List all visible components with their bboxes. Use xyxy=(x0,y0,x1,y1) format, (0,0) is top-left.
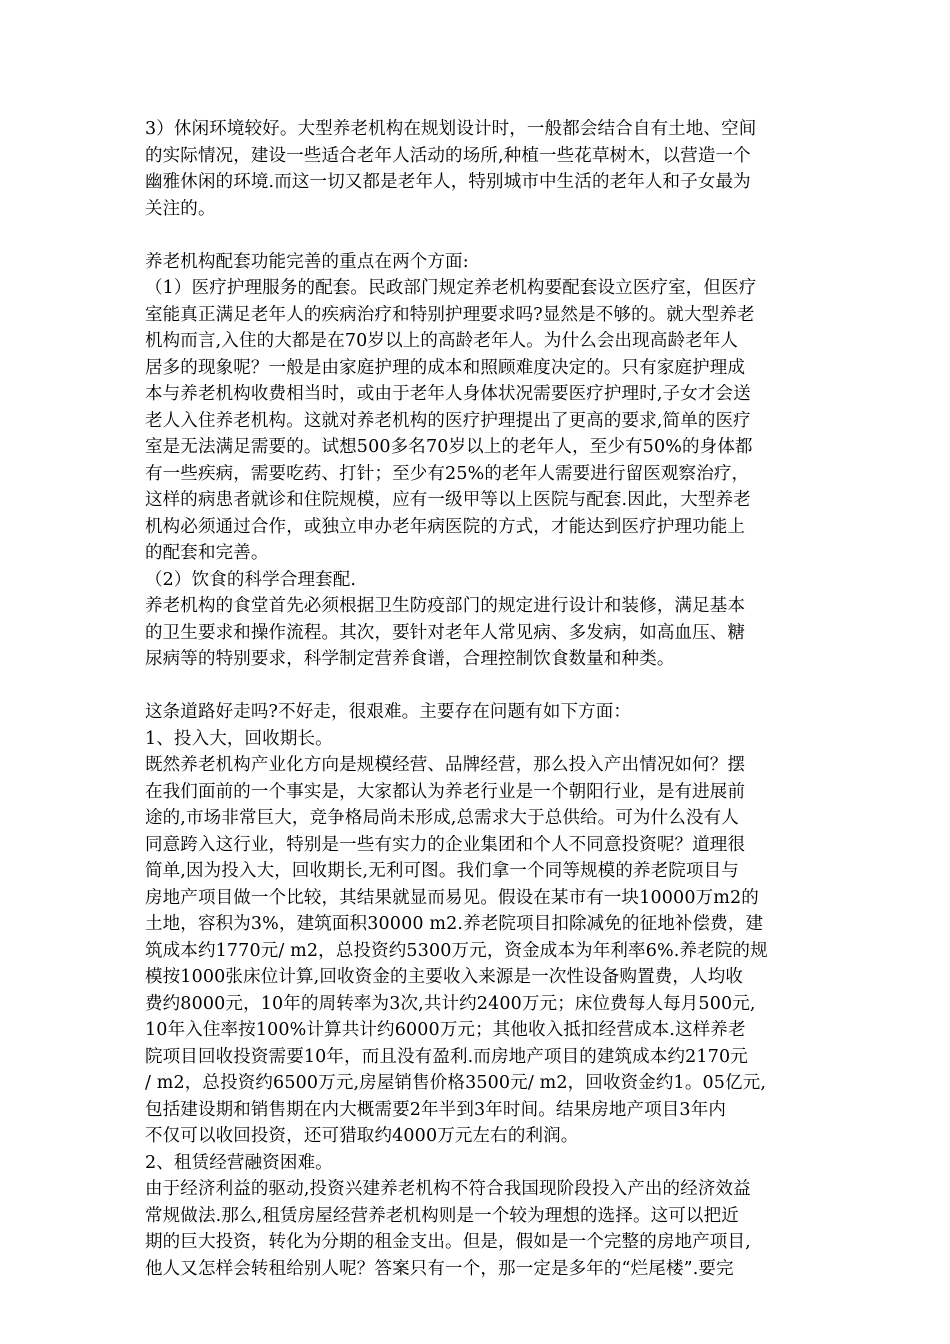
text-line: 本与养老机构收费相当时，或由于老年人身体状况需要医疗护理时,子女才会送 xyxy=(145,384,751,404)
text-line: 3）休闲环境较好。大型养老机构在规划设计时，一般都会结合自有土地、空间 xyxy=(145,119,757,139)
text-line: 室是无法满足需要的。试想500多名70岁以上的老年人，至少有50%的身体都 xyxy=(145,437,753,457)
text-line: 不仅可以收回投资，还可猎取约4000万元左右的利润。 xyxy=(145,1126,579,1146)
text-line: 在我们面前的一个事实是，大家都认为养老行业是一个朝阳行业，是有进展前 xyxy=(145,781,746,802)
text-line: （2）饮食的科学合理套配. xyxy=(145,569,357,590)
text-line: 费约8000元，10年的周转率为3次,共计约2400万元；床位费每人每月500元, xyxy=(145,993,756,1014)
text-line: / m2，总投资约6500万元,房屋销售价格3500元/ m2，回收资金约1。05亿元, xyxy=(145,1073,767,1093)
text-line: 10年入住率按100%计算共计约6000万元；其他收入抵扣经营成本.这样养老 xyxy=(145,1020,746,1040)
text-line: 有一些疾病，需要吃药、打针；至少有25%的老年人需要进行留医观察治疗， xyxy=(145,463,750,484)
text-line: 院项目回收投资需要10年，而且没有盈利.而房地产项目的建筑成本约2170元 xyxy=(145,1046,748,1067)
text-line: 机构必须通过合作，或独立申办老年病医院的方式，才能达到医疗护理功能上 xyxy=(145,516,746,537)
text-line: 筑成本约1770元/ m2，总投资约5300万元，资金成本为年利率6%.养老院的规 xyxy=(145,940,768,961)
text-line: 途的,市场非常巨大，竞争格局尚未形成,总需求大于总供给。可为什么没有人 xyxy=(145,808,739,828)
blank-line xyxy=(145,673,817,700)
text-line: 养老机构的食堂首先必须根据卫生防疫部门的规定进行设计和装修，满足基本 xyxy=(145,596,746,616)
text-line: 由于经济利益的驱动,投资兴建养老机构不符合我国现阶段投入产出的经济效益 xyxy=(145,1179,751,1199)
text-line: 尿病等的特别要求，科学制定营养食谱，合理控制饮食数量和种类。 xyxy=(145,649,675,669)
text-line: 简单,因为投入大，回收期长,无利可图。我们拿一个同等规模的养老院项目与 xyxy=(145,861,739,881)
text-line: 模按1000张床位计算,回收资金的主要收入来源是一次性设备购置费，人均收 xyxy=(145,967,743,987)
blank-line xyxy=(145,222,817,249)
text-line: 这样的病患者就诊和住院规模，应有一级甲等以上医院与配套.因此，大型养老 xyxy=(145,490,751,510)
text-line: 的卫生要求和操作流程。其次，要针对老年人常见病、多发病，如高血压、糖 xyxy=(145,622,746,643)
text-line: 土地，容积为3%，建筑面积30000 m2.养老院项目扣除减免的征地补偿费，建 xyxy=(145,914,764,934)
text-line: 常规做法.那么,租赁房屋经营养老机构则是一个较为理想的选择。这可以把近 xyxy=(145,1205,739,1226)
text-line: 幽雅休闲的环境.而这一切又都是老年人，特别城市中生活的老年人和子女最为 xyxy=(145,172,751,192)
text-line: 既然养老机构产业化方向是规模经营、品牌经营，那么投入产出情况如何？摆 xyxy=(145,755,746,775)
text-line: 关注的。 xyxy=(145,198,216,219)
list-heading: 1、投入大，回收期长。 xyxy=(145,728,333,749)
document-body xyxy=(145,116,817,1282)
text-line: 的配套和完善。 xyxy=(145,543,269,563)
list-heading: 2、租赁经营融资困难。 xyxy=(145,1152,333,1173)
text-line: 房地产项目做一个比较，其结果就显而易见。假设在某市有一块10000万m2的 xyxy=(145,887,759,908)
section-heading: 养老机构配套功能完善的重点在两个方面: xyxy=(145,251,469,272)
text-line: 他人又怎样会转租给别人呢？答案只有一个，那一定是多年的“烂尾楼”.要完 xyxy=(145,1258,734,1279)
text-line: 室能真正满足老年人的疾病治疗和特别护理要求吗?显然是不够的。就大型养老 xyxy=(145,304,755,325)
text-line: 老人入住养老机构。这就对养老机构的医疗护理提出了更高的要求,简单的医疗 xyxy=(145,410,751,431)
text-line: 居多的现象呢？一般是由家庭护理的成本和照顾难度决定的。只有家庭护理成 xyxy=(145,357,746,378)
section-heading: 这条道路好走吗?不好走，很艰难。主要存在问题有如下方面： xyxy=(145,702,632,722)
text-line: 期的巨大投资，转化为分期的租金支出。但是，假如是一个完整的房地产项目, xyxy=(145,1232,751,1252)
text-line: 包括建设期和销售期在内大概需要2年半到3年时间。结果房地产项目3年内 xyxy=(145,1099,726,1120)
text-line: 的实际情况，建设一些适合老年人活动的场所,种植一些花草树木，以营造一个 xyxy=(145,145,751,166)
text-line: 机构而言,入住的大都是在70岁以上的高龄老年人。为什么会出现高龄老年人 xyxy=(145,331,739,351)
text-line: 同意跨入这行业，特别是一些有实力的企业集团和个人不同意投资呢？道理很 xyxy=(145,834,746,855)
text-line: （1）医疗护理服务的配套。民政部门规定养老机构要配套设立医疗室，但医疗 xyxy=(145,278,757,298)
